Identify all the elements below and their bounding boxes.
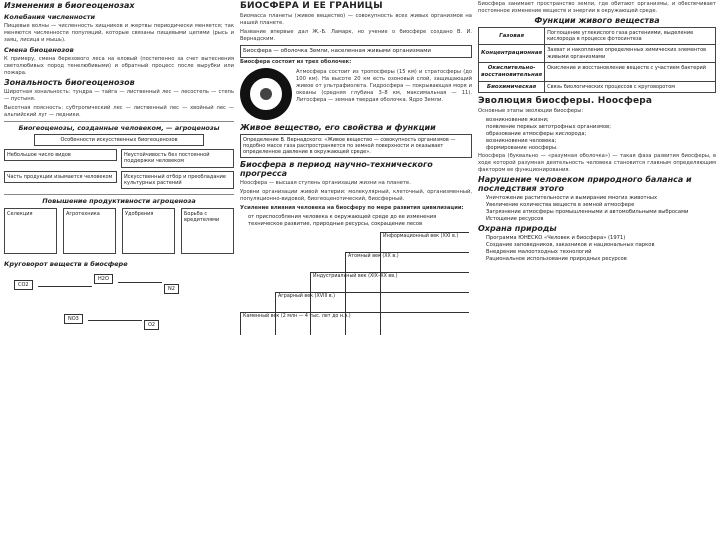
table-row (479, 62, 716, 81)
eras-staircase (240, 232, 472, 342)
list-item: • формирование ноосферы. (486, 145, 716, 152)
function-name: Концентрационная (479, 45, 545, 63)
paragraph-layers: Атмосфера состоит из тропосферы (15 км) и стратосферы (до 100 км). На высоте 20 км есть озоновый слой, защищающий живое от ультрафиолета. Гидросфера — покрывающая моря и океаны (средняя глубина 3–8 км, максимальная — 11). Литосфера — земная твердая оболочка. Ядро Земли. (296, 68, 472, 103)
divider (4, 194, 234, 195)
cycle-diagram (4, 270, 234, 350)
stages-list (478, 117, 716, 152)
heading-evolution: Эволюция биосферы. Ноосфера (478, 96, 653, 107)
layers-block (240, 68, 472, 120)
divider (4, 121, 234, 122)
function-description: Поглощение углекислого газа растениями, выделение кислорода в процессе фотосинтеза (545, 27, 716, 45)
vernadsky-definition-box: Определение В. Вернадского: «Живое вещество — совокупность организмов — подобно массе газа распространяется по земной поверхности и оказывает определенное давление в окружающей среде». (240, 134, 472, 159)
agro-instability-box: Неустойчивость без постоянной поддержки человеком (121, 149, 234, 168)
list-item: • Уничтожение растительности и вымирание многих животных (486, 195, 716, 202)
paragraph-biomass: Биомасса планеты (живое вещество) — совокупность всех живых организмов на нашей планете. (240, 12, 472, 26)
heading-cycle: Круговорот веществ в биосфере (4, 260, 128, 268)
agro-selection-box: Искусственный отбор и преобладание культурных растений (121, 171, 234, 190)
function-description: Захват и накопление определенных химических элементов живыми организмами (545, 45, 716, 63)
function-description: Окисление и восстановление веществ с участием бактерий (545, 62, 716, 81)
paragraph-vernadsky: Название впервые дал Ж.-Б. Ламарк, но учение о биосфере создано В. И. Вернадским. (240, 28, 472, 42)
subheading-population-fluctuations: Колебания численности (4, 12, 96, 21)
paragraph-noosphere-def: Ноосфера (буквально — «разумная оболочка») — такая фаза развития биосферы, в ходе которой разумная деятельность человека становится главным определяющим фактором ее функционирования. (478, 153, 716, 174)
list-item: • появление первых автотрофных организмов; (486, 124, 716, 131)
balance-list (478, 195, 716, 223)
list-item: • Создание заповедников, заказников и национальных парков (486, 242, 716, 249)
cycle-node-co2: CO2 (14, 280, 33, 290)
era-step: Каменный век (2 млн — 4 тыс. лет до н.э.) (240, 312, 469, 335)
list-item: • от приспособления человека к окружающей среде до ее изменения (248, 214, 472, 221)
protection-list (478, 235, 716, 263)
paragraph-latitudinal: Широтная зональность: тундра — тайга — лиственный лес — лесостепь — степь — пустыня. (4, 88, 234, 102)
cycle-node-o2: O2 (144, 320, 159, 330)
paragraph-biosphere-space: Биосфера занимает пространство земли, где обитают организмы, и обеспечивает постоянное изменение веществ и энергии в окружающей среде. (478, 1, 716, 15)
table-row (479, 81, 716, 93)
paragraph-food-waves: Пищевые волны — численность хищников и жертвы периодически меняется; так меняются численности популяций, которые связаны пищевыми цепями (рысь и заяц, лисица и мышь). (4, 22, 234, 43)
paragraph-noosphere: Ноосфера — высшая ступень организации жизни на планете. (240, 179, 411, 186)
heading-protection: Охрана природы (478, 224, 557, 234)
era-step: Индустриальный век (XIX–XX вв.) (310, 272, 469, 335)
cycle-arrow (88, 320, 142, 321)
list-item: • Увеличение количества веществ в земной атмосфере (486, 202, 716, 209)
list-item: • Загрязнение атмосферы промышленными и автомобильными выбросами (486, 209, 716, 216)
paragraph-levels: Уровни организации живой материи: молекулярный, клеточный, организменный, популяционно-видовой, биогеоценотический, биосферный. (240, 189, 472, 203)
heading-balance: Нарушение человеком природного баланса и последствия этого (478, 175, 692, 194)
table-row (479, 45, 716, 63)
heading-biogeocenosis-changes: Изменения в биогеоценозах (4, 1, 135, 10)
functions-table (478, 27, 716, 94)
productivity-selection-box: Селекция (4, 208, 57, 254)
productivity-pest-box: Борьба с вредителями (181, 208, 234, 254)
agro-harvest-box: Часть продукции изымается человеком (4, 171, 117, 183)
heading-agrocenoses: Биогеоценозы, созданные человеком, — агроценозы (18, 123, 220, 132)
column-3 (478, 0, 716, 540)
biosphere-definition-box: Биосфера — оболочка Земли, населенная живыми организмами (240, 45, 472, 58)
earth-layers-icon (240, 68, 292, 120)
productivity-columns (4, 208, 234, 254)
cycle-arrow (118, 282, 162, 283)
influence-list (240, 214, 472, 228)
cycle-node-no3: NO3 (64, 314, 83, 324)
subheading-succession: Смена биоценозов (4, 45, 74, 54)
function-name: Биохимическая (479, 81, 545, 93)
layers-title: Биосфера состоит из трех оболочек: (240, 58, 352, 65)
productivity-agrotech-box: Агротехника (63, 208, 116, 254)
list-item: • Программа ЮНЕСКО «Человек и биосфера» (1971) (486, 235, 716, 242)
heading-productivity: Повышение продуктивности агроценоза (42, 197, 196, 205)
function-name: Газовая (479, 27, 545, 45)
era-step: Информационный век (XXI в.) (380, 232, 469, 335)
heading-functions: Функции живого вещества (534, 16, 660, 26)
heading-ntp: Биосфера в период научно-технического прогресса (240, 160, 433, 179)
list-item: • возникновение жизни; (486, 117, 716, 124)
paragraph-succession: К примеру, смена березового леса на еловый (постепенно за счет вытеснения светолюбивых пород тенелюбивыми) и обратный процесс после вырубки или пожара. (4, 55, 234, 76)
paragraph-influence: Усиление влияния человека на биосферу по мере развития цивилизации: (240, 205, 464, 212)
function-description: Связь биологических процессов с круговоротом (545, 81, 716, 93)
list-item: • техническое развитие, природные ресурсы, сокращение лесов (248, 221, 472, 228)
agro-features-box: Особенности искусственных биогеоценозов (34, 134, 204, 146)
cycle-arrow (38, 286, 92, 287)
list-item: • Рациональное использование природных ресурсов (486, 256, 716, 263)
agro-few-species-box: Небольшое число видов (4, 149, 117, 161)
list-item: • образование атмосферы кислорода; (486, 131, 716, 138)
cycle-node-n2: N2 (164, 284, 179, 294)
table-row (479, 27, 716, 45)
column-1 (4, 0, 234, 540)
paragraph-altitudinal: Высотная поясность: субтропический лес — лиственный лес — хвойный лес — альпийский луг — ледники. (4, 104, 234, 118)
paragraph-stages: Основные этапы эволюции биосферы: (478, 108, 584, 115)
column-2 (240, 0, 472, 540)
function-name: Окислительно-восстановительная (479, 62, 545, 81)
list-item: • Истощение ресурсов (486, 216, 716, 223)
heading-living-matter: Живое вещество, его свойства и функции (240, 122, 436, 132)
era-step: Аграрный век (XVIII в.) (275, 292, 469, 335)
cycle-node-h2o: H2O (94, 274, 113, 284)
heading-biosphere: БИОСФЕРА И ЕЕ ГРАНИЦЫ (240, 1, 383, 11)
list-item: • Внедрение малоотходных технологий (486, 249, 716, 256)
list-item: • возникновение человека; (486, 138, 716, 145)
era-step: Атомный век (XX в.) (345, 252, 469, 335)
productivity-fertilizer-box: Удобрения (122, 208, 175, 254)
heading-zonality: Зональность биогеоценозов (4, 77, 135, 87)
